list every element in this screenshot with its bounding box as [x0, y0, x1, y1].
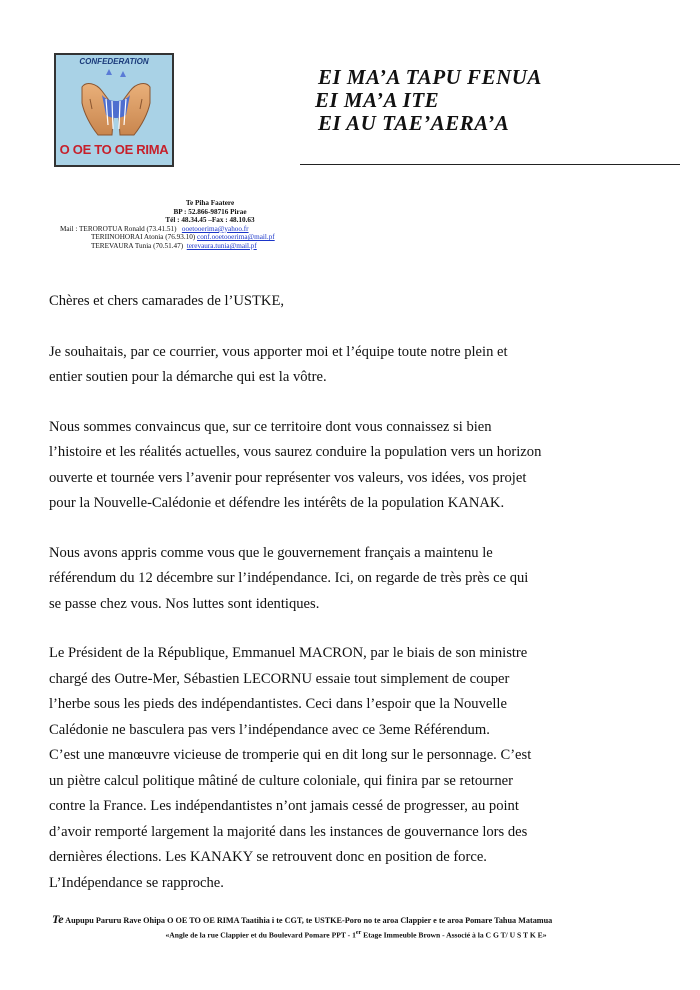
text-line: C’est une manœuvre vicieuse de tromperie qui en dit long sur le personnage. C’est — [49, 747, 532, 763]
slogan-line-2: EI MA’A ITE — [315, 88, 440, 112]
logo-bottom-text: O OE TO OE RIMA — [59, 142, 169, 157]
footer-line-1 — [52, 912, 652, 927]
text-line: L’Indépendance se rapproche. — [49, 874, 224, 891]
address-name: Te Piha Faatere — [185, 199, 235, 207]
text-line: pour la Nouvelle-Calédonie et défendre les intérêts de la population KANAK. — [49, 495, 505, 511]
text-line: entier soutien pour la démarche qui est la vôtre. — [49, 369, 327, 385]
text-line: Calédonie ne basculera pas vers l’indépendance avec ce 3eme Référendum. — [49, 721, 490, 738]
slogan-block — [315, 65, 542, 135]
text-line: Je souhaitais, par ce courrier, vous apporter moi et l’équipe toute notre plein et — [49, 343, 508, 360]
text-line: dernières élections. Les KANAKY se retrouvent donc en position de force. — [49, 849, 487, 865]
title-divider — [300, 164, 680, 165]
contact-row — [60, 225, 320, 234]
text-line: référendum du 12 décembre sur l’indépendance. Ici, on regarde de très près ce qui — [49, 570, 529, 586]
footer-initial: Te — [52, 912, 64, 926]
contact-name: TEREVAURA Tunia (70.51.47) — [91, 241, 184, 250]
salutation: Chères et chers camarades de l’USTKE, — [49, 293, 285, 309]
text-line: l’histoire et les réalités actuelles, vous saurez conduire la population vers un horizon — [49, 444, 542, 460]
text-line: se passe chez vous. Nos luttes sont identiques. — [49, 595, 320, 612]
text-line: contre la France. Les indépendantistes n’ont jamais cessé de progresser, au point — [49, 798, 519, 814]
logo-top-text: CONFEDERATION — [79, 57, 149, 66]
footer-text-2a: «Angle de la rue Clappier et du Boulevard Pomare PPT - 1 — [165, 930, 356, 940]
text-line: l’herbe sous les pieds des indépendantistes. Ceci dans l’espoir que la Nouvelle — [49, 696, 507, 712]
paragraph-3 — [49, 541, 649, 618]
text-line: Nous sommes convaincus que, sur ce territoire dont vous connaissez si bien — [49, 418, 492, 435]
contact-row — [60, 242, 320, 251]
footer-sup: er — [355, 930, 362, 936]
paragraph-1 — [49, 340, 649, 391]
slogan-line-1: EI MA’A TAPU FENUA — [318, 65, 542, 89]
text-line: ouverte et tournée vers l’avenir pour représenter vos valeurs, vos idées, vos projet — [49, 469, 527, 486]
paragraph-2 — [49, 415, 649, 517]
paragraph-4 — [49, 641, 649, 896]
hands-holding-water-icon — [76, 69, 156, 141]
text-line: Nous avons appris comme vous que le gouvernement français a maintenu le — [49, 544, 493, 561]
text-line: un piètre calcul politique mâtiné de culture coloniale, qui finira par se retourner — [49, 772, 513, 789]
contact-email-link[interactable]: ooetooerima@yahoo.fr — [181, 224, 249, 233]
footer-text-2b: Etage Immeuble Brown - Associé à la C G T/ U S T K E» — [361, 930, 547, 940]
text-line: d’avoir remporté largement la majorité dans les instances de gouvernance lors des — [49, 823, 528, 840]
mail-label: Mail : — [60, 224, 78, 233]
address-block — [60, 199, 320, 251]
contact-name: TERIINOHORAI Atonia (76.93.10) — [91, 233, 196, 242]
contact-name: TEROROTUA Ronald (73.41.51) — [79, 224, 177, 233]
footer-line-2 — [86, 930, 626, 940]
address-bp: BP : 52.866-98716 Pirae — [173, 207, 247, 216]
slogan-line-3: EI AU TAE’AERA’A — [318, 111, 510, 135]
contact-row — [60, 233, 320, 242]
contact-email-link[interactable]: conf.ooetooerima@mail.pf — [197, 233, 275, 242]
text-line: chargé des Outre-Mer, Sébastien LECORNU essaie tout simplement de couper — [49, 670, 510, 687]
footer-text-1: Aupupu Paruru Rave Ohipa O OE TO OE RIMA Taatihia i te CGT, te USTKE-Poro no te aroa Clappier e te aroa Pomare Tahua Matamua — [63, 916, 553, 925]
letter-body — [49, 289, 649, 896]
confederation-logo — [54, 53, 174, 167]
contact-email-link[interactable]: terevaura.tunia@mail.pf — [186, 241, 257, 250]
address-tel: Tél : 48.34.45 –Fax : 48.10.63 — [165, 216, 255, 225]
text-line: Le Président de la République, Emmanuel MACRON, par le biais de son ministre — [49, 645, 528, 661]
